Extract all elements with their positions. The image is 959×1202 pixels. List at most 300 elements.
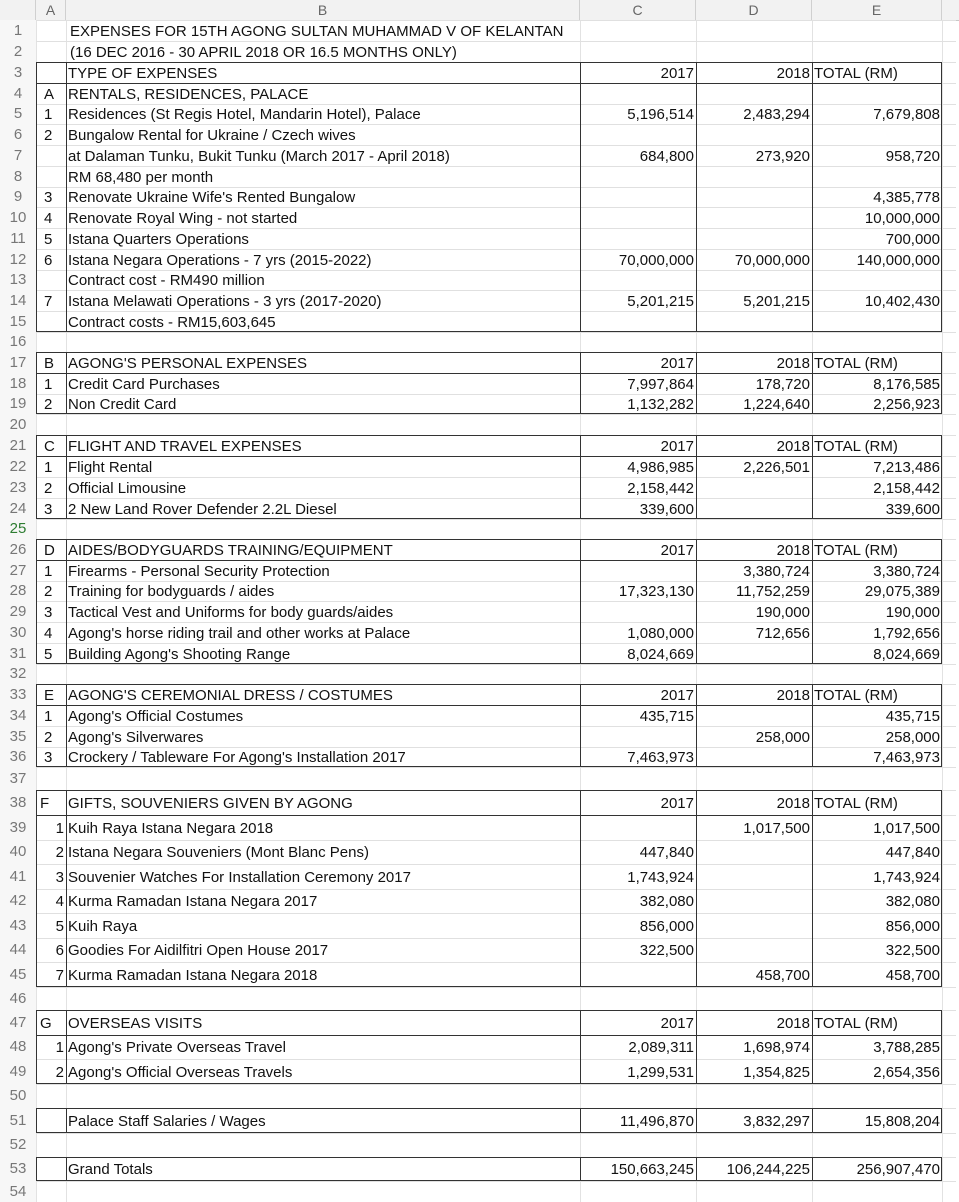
- row-header[interactable]: 39: [0, 815, 36, 840]
- cell-a35[interactable]: 2: [44, 728, 53, 746]
- cell-c21[interactable]: 2017: [660, 437, 694, 455]
- cell-a47[interactable]: G: [40, 1014, 52, 1032]
- cell-b44[interactable]: Goodies For Aidilfitri Open House 2017: [68, 942, 329, 959]
- cell-e18[interactable]: 8,176,585: [873, 375, 940, 393]
- cell-b2[interactable]: (16 DEC 2016 - 30 APRIL 2018 OR 16.5 MONTHS ONLY): [70, 43, 457, 61]
- row-gridline: [36, 1157, 956, 1158]
- cell-e10[interactable]: 10,000,000: [864, 209, 940, 227]
- row-header[interactable]: 32: [0, 664, 36, 684]
- cell-a5[interactable]: 1: [44, 106, 53, 123]
- cell-e17[interactable]: TOTAL (RM): [814, 354, 898, 372]
- cell-e14[interactable]: 10,402,430: [864, 292, 940, 310]
- cell-e19[interactable]: 2,256,923: [873, 396, 940, 413]
- cell-a49[interactable]: 2: [55, 1063, 64, 1081]
- row-header[interactable]: 26: [0, 539, 36, 560]
- cell-a30[interactable]: 4: [44, 624, 53, 642]
- cell-d35[interactable]: 258,000: [755, 728, 810, 746]
- cell-c47[interactable]: 2017: [660, 1014, 694, 1032]
- gridline: [36, 20, 37, 1202]
- cell-e35[interactable]: 258,000: [885, 728, 940, 746]
- cell-e48[interactable]: 3,788,285: [873, 1039, 940, 1056]
- cell-e22[interactable]: 7,213,486: [873, 458, 940, 476]
- cell-e28[interactable]: 29,075,389: [864, 583, 940, 600]
- cell-c44[interactable]: 322,500: [639, 942, 694, 959]
- cell-a18[interactable]: 1: [44, 375, 53, 393]
- row-gridline: [36, 889, 956, 890]
- cell-e38[interactable]: TOTAL (RM): [814, 794, 898, 812]
- cell-c31[interactable]: 8,024,669: [627, 645, 694, 663]
- row-gridline: [36, 790, 956, 791]
- cell-a26[interactable]: D: [44, 541, 55, 559]
- cell-d33[interactable]: 2018: [776, 686, 810, 704]
- cell-c36[interactable]: 7,463,973: [627, 749, 694, 766]
- row-header[interactable]: 25: [0, 519, 36, 539]
- cell-a40[interactable]: 2: [55, 844, 64, 861]
- cell-e53[interactable]: 256,907,470: [856, 1161, 940, 1178]
- cell-b45[interactable]: Kurma Ramadan Istana Negara 2018: [68, 966, 318, 984]
- cell-a44[interactable]: 6: [55, 942, 64, 959]
- select-all-corner[interactable]: [0, 0, 36, 20]
- row-gridline: [36, 1133, 956, 1134]
- row-gridline: [36, 1181, 956, 1182]
- row-header[interactable]: 45: [0, 962, 36, 987]
- cell-e21[interactable]: TOTAL (RM): [814, 437, 898, 455]
- row-gridline: [36, 104, 956, 105]
- table-border: [66, 684, 67, 767]
- cell-d26[interactable]: 2018: [776, 541, 810, 559]
- cell-c26[interactable]: 2017: [660, 541, 694, 559]
- row-header[interactable]: 28: [0, 581, 36, 601]
- row-gridline: [36, 539, 956, 540]
- cell-e29[interactable]: 190,000: [885, 603, 940, 621]
- row-header[interactable]: 15: [0, 311, 36, 332]
- cell-e3[interactable]: TOTAL (RM): [814, 64, 898, 82]
- cell-b38[interactable]: GIFTS, SOUVENIERS GIVEN BY AGONG: [68, 794, 353, 812]
- row-gridline: [36, 622, 956, 623]
- cell-b51[interactable]: Palace Staff Salaries / Wages: [68, 1112, 266, 1130]
- column-header-bar: [0, 0, 959, 21]
- cell-a42[interactable]: 4: [55, 893, 64, 910]
- cell-d27[interactable]: 3,380,724: [743, 562, 810, 580]
- row-gridline: [36, 187, 956, 188]
- row-header[interactable]: 31: [0, 643, 36, 664]
- cell-b27[interactable]: Firearms - Personal Security Protection: [68, 562, 330, 580]
- cell-c53[interactable]: 150,663,245: [610, 1161, 694, 1178]
- cell-c51[interactable]: 11,496,870: [620, 1112, 694, 1130]
- cell-b9[interactable]: Renovate Ukraine Wife's Rented Bungalow: [68, 189, 356, 206]
- row-header[interactable]: 44: [0, 938, 36, 962]
- table-border: [66, 1108, 67, 1133]
- cell-a36[interactable]: 3: [44, 749, 53, 766]
- row-gridline: [36, 664, 956, 665]
- header-underline: [36, 456, 942, 457]
- cell-d3[interactable]: 2018: [776, 64, 810, 82]
- row-header[interactable]: 17: [0, 352, 36, 373]
- cell-b24[interactable]: 2 New Land Rover Defender 2.2L Diesel: [68, 500, 337, 518]
- cell-d49[interactable]: 1,354,825: [743, 1063, 810, 1081]
- cell-a19[interactable]: 2: [44, 396, 53, 413]
- cell-b15[interactable]: Contract costs - RM15,603,645: [68, 313, 276, 331]
- row-gridline: [36, 352, 956, 353]
- cell-b31[interactable]: Building Agong's Shooting Range: [68, 645, 291, 663]
- row-gridline: [36, 20, 956, 21]
- cell-a24[interactable]: 3: [44, 500, 53, 518]
- cell-c7[interactable]: 684,800: [639, 147, 694, 165]
- cell-e26[interactable]: TOTAL (RM): [814, 541, 898, 559]
- cell-b8[interactable]: RM 68,480 per month: [68, 168, 214, 186]
- cell-e39[interactable]: 1,017,500: [873, 819, 940, 837]
- cell-c28[interactable]: 17,323,130: [618, 583, 694, 600]
- table-border: [812, 684, 813, 767]
- cell-a14[interactable]: 7: [44, 292, 53, 310]
- cell-d14[interactable]: 5,201,215: [743, 292, 810, 310]
- table-border: [580, 352, 581, 414]
- cell-b26[interactable]: AIDES/BODYGUARDS TRAINING/EQUIPMENT: [68, 541, 393, 559]
- column-header-b[interactable]: B: [66, 0, 580, 20]
- row-header[interactable]: 12: [0, 249, 36, 270]
- cell-b22[interactable]: Flight Rental: [68, 458, 153, 476]
- cell-b1[interactable]: EXPENSES FOR 15TH AGONG SULTAN MUHAMMAD V OF KELANTAN: [70, 22, 564, 40]
- cell-a17[interactable]: B: [44, 354, 55, 372]
- row-header[interactable]: 33: [0, 684, 36, 705]
- row-gridline: [36, 726, 956, 727]
- row-header[interactable]: 41: [0, 864, 36, 889]
- cell-d38[interactable]: 2018: [776, 794, 810, 812]
- column-header-e[interactable]: E: [812, 0, 942, 20]
- row-gridline: [36, 1108, 956, 1109]
- cell-a34[interactable]: 1: [44, 707, 53, 725]
- row-header[interactable]: 43: [0, 913, 36, 938]
- table-border: [696, 1157, 697, 1181]
- header-underline: [36, 1035, 942, 1036]
- row-header[interactable]: 2: [0, 41, 36, 62]
- cell-a23[interactable]: 2: [44, 479, 53, 497]
- cell-e23[interactable]: 2,158,442: [873, 479, 940, 497]
- cell-d47[interactable]: 2018: [776, 1014, 810, 1032]
- table-border: [696, 62, 697, 332]
- row-gridline: [36, 207, 956, 208]
- cell-a29[interactable]: 3: [44, 603, 53, 621]
- cell-d17[interactable]: 2018: [776, 354, 810, 372]
- row-gridline: [36, 414, 956, 415]
- row-header[interactable]: 40: [0, 840, 36, 864]
- cell-c17[interactable]: 2017: [660, 354, 694, 372]
- row-gridline: [36, 394, 956, 395]
- cell-b21[interactable]: FLIGHT AND TRAVEL EXPENSES: [68, 437, 302, 455]
- cell-e33[interactable]: TOTAL (RM): [814, 686, 898, 704]
- row-header[interactable]: 34: [0, 705, 36, 726]
- cell-e9[interactable]: 4,385,778: [873, 189, 940, 206]
- table-border: [696, 684, 697, 767]
- table-border: [812, 1010, 813, 1084]
- cell-b7[interactable]: at Dalaman Tunku, Bukit Tunku (March 2017 - April 2018): [68, 147, 450, 165]
- row-header[interactable]: 54: [0, 1181, 36, 1202]
- header-underline: [36, 373, 942, 374]
- cell-e44[interactable]: 322,500: [885, 942, 940, 959]
- cell-e30[interactable]: 1,792,656: [873, 624, 940, 642]
- cell-e27[interactable]: 3,380,724: [873, 562, 940, 580]
- cell-a38[interactable]: F: [40, 794, 50, 812]
- cell-a27[interactable]: 1: [44, 562, 53, 580]
- row-header[interactable]: 42: [0, 889, 36, 913]
- cell-b23[interactable]: Official Limousine: [68, 479, 187, 497]
- cell-e11[interactable]: 700,000: [885, 230, 940, 248]
- cell-a9[interactable]: 3: [44, 189, 53, 206]
- row-header[interactable]: 4: [0, 83, 36, 104]
- column-header-a[interactable]: A: [36, 0, 66, 20]
- row-header[interactable]: 27: [0, 560, 36, 581]
- row-header[interactable]: 3: [0, 62, 36, 83]
- cell-d18[interactable]: 178,720: [755, 375, 810, 393]
- row-header[interactable]: 50: [0, 1084, 36, 1108]
- row-gridline: [36, 519, 956, 520]
- row-header[interactable]: 23: [0, 477, 36, 498]
- table-border: [580, 790, 581, 987]
- row-header[interactable]: 37: [0, 767, 36, 790]
- cell-c23[interactable]: 2,158,442: [627, 479, 694, 497]
- cell-b13[interactable]: Contract cost - RM490 million: [68, 272, 265, 289]
- row-header[interactable]: 22: [0, 456, 36, 477]
- row-header[interactable]: 5: [0, 104, 36, 124]
- row-gridline: [36, 124, 956, 125]
- row-header[interactable]: 52: [0, 1133, 36, 1157]
- row-header[interactable]: 8: [0, 166, 36, 187]
- cell-d30[interactable]: 712,656: [755, 624, 810, 642]
- row-gridline: [36, 435, 956, 436]
- row-header[interactable]: 46: [0, 987, 36, 1010]
- row-header[interactable]: 7: [0, 145, 36, 166]
- header-underline: [36, 815, 942, 816]
- table-border: [580, 539, 581, 664]
- cell-e5[interactable]: 7,679,808: [873, 106, 940, 123]
- cell-e40[interactable]: 447,840: [885, 844, 940, 861]
- cell-b11[interactable]: Istana Quarters Operations: [68, 230, 249, 248]
- cell-a10[interactable]: 4: [44, 209, 53, 227]
- row-header[interactable]: 18: [0, 373, 36, 394]
- cell-c14[interactable]: 5,201,215: [627, 292, 694, 310]
- cell-b48[interactable]: Agong's Private Overseas Travel: [68, 1039, 286, 1056]
- row-gridline: [36, 1084, 956, 1085]
- table-border: [66, 352, 67, 414]
- cell-b47[interactable]: OVERSEAS VISITS: [68, 1014, 203, 1032]
- cell-a33[interactable]: E: [44, 686, 55, 704]
- row-gridline: [36, 290, 956, 291]
- row-header[interactable]: 16: [0, 332, 36, 352]
- cell-a4[interactable]: A: [44, 85, 55, 103]
- row-header[interactable]: 30: [0, 622, 36, 643]
- cell-d12[interactable]: 70,000,000: [734, 251, 810, 269]
- row-gridline: [36, 249, 956, 250]
- row-gridline: [36, 938, 956, 939]
- cell-c18[interactable]: 7,997,864: [627, 375, 694, 393]
- row-gridline: [36, 62, 956, 63]
- cell-c19[interactable]: 1,132,282: [627, 396, 694, 413]
- cell-a48[interactable]: 1: [55, 1039, 64, 1056]
- cell-c12[interactable]: 70,000,000: [618, 251, 694, 269]
- cell-b41[interactable]: Souvenier Watches For Installation Ceremony 2017: [68, 868, 411, 886]
- cell-b33[interactable]: AGONG'S CEREMONIAL DRESS / COSTUMES: [68, 686, 393, 704]
- cell-b35[interactable]: Agong's Silverwares: [68, 728, 204, 746]
- cell-b34[interactable]: Agong's Official Costumes: [68, 707, 244, 725]
- cell-c30[interactable]: 1,080,000: [627, 624, 694, 642]
- cell-e41[interactable]: 1,743,924: [873, 868, 940, 886]
- row-header[interactable]: 24: [0, 498, 36, 519]
- cell-d29[interactable]: 190,000: [755, 603, 810, 621]
- cell-b10[interactable]: Renovate Royal Wing - not started: [68, 209, 298, 227]
- row-header[interactable]: 53: [0, 1157, 36, 1181]
- cell-b17[interactable]: AGONG'S PERSONAL EXPENSES: [68, 354, 308, 372]
- cell-e49[interactable]: 2,654,356: [873, 1063, 940, 1081]
- cell-b6[interactable]: Bungalow Rental for Ukraine / Czech wives: [68, 126, 356, 144]
- cell-b39[interactable]: Kuih Raya Istana Negara 2018: [68, 819, 274, 837]
- cell-d21[interactable]: 2018: [776, 437, 810, 455]
- row-header[interactable]: 20: [0, 414, 36, 435]
- cell-a11[interactable]: 5: [44, 230, 53, 248]
- row-header[interactable]: 10: [0, 207, 36, 228]
- cell-a12[interactable]: 6: [44, 251, 53, 269]
- table-border: [696, 539, 697, 664]
- row-gridline: [36, 145, 956, 146]
- cell-e7[interactable]: 958,720: [885, 147, 940, 165]
- cell-b42[interactable]: Kurma Ramadan Istana Negara 2017: [68, 893, 318, 910]
- row-gridline: [36, 840, 956, 841]
- cell-d5[interactable]: 2,483,294: [743, 106, 810, 123]
- cell-b14[interactable]: Istana Melawati Operations - 3 yrs (2017-2020): [68, 292, 382, 310]
- cell-b40[interactable]: Istana Negara Souveniers (Mont Blanc Pens): [68, 844, 369, 861]
- cell-e42[interactable]: 382,080: [885, 893, 940, 910]
- cell-d19[interactable]: 1,224,640: [743, 396, 810, 413]
- row-header[interactable]: 9: [0, 187, 36, 207]
- row-header[interactable]: 48: [0, 1035, 36, 1059]
- row-header[interactable]: 51: [0, 1108, 36, 1133]
- table-border: [66, 1157, 67, 1181]
- cell-b29[interactable]: Tactical Vest and Uniforms for body guards/aides: [68, 603, 394, 621]
- cell-d28[interactable]: 11,752,259: [736, 583, 810, 600]
- cell-a39[interactable]: 1: [55, 819, 64, 837]
- cell-d48[interactable]: 1,698,974: [743, 1039, 810, 1056]
- cell-c49[interactable]: 1,299,531: [627, 1063, 694, 1081]
- row-header[interactable]: 1: [0, 20, 36, 41]
- row-header[interactable]: 47: [0, 1010, 36, 1035]
- cell-e47[interactable]: TOTAL (RM): [814, 1014, 898, 1032]
- cell-b4[interactable]: RENTALS, RESIDENCES, PALACE: [68, 85, 309, 103]
- row-gridline: [36, 1010, 956, 1011]
- cell-b30[interactable]: Agong's horse riding trail and other works at Palace: [68, 624, 411, 642]
- row-header[interactable]: 13: [0, 270, 36, 290]
- cell-b28[interactable]: Training for bodyguards / aides: [68, 583, 275, 600]
- cell-d7[interactable]: 273,920: [755, 147, 810, 165]
- cell-c34[interactable]: 435,715: [639, 707, 694, 725]
- cell-e43[interactable]: 856,000: [885, 917, 940, 935]
- cell-a43[interactable]: 5: [55, 917, 64, 935]
- cell-d45[interactable]: 458,700: [755, 966, 810, 984]
- table-border: [696, 352, 697, 414]
- cell-c22[interactable]: 4,986,985: [627, 458, 694, 476]
- row-gridline: [36, 166, 956, 167]
- cell-d51[interactable]: 3,832,297: [743, 1112, 810, 1130]
- row-gridline: [36, 311, 956, 312]
- row-header[interactable]: 38: [0, 790, 36, 815]
- cell-a41[interactable]: 3: [55, 868, 64, 886]
- table-border: [66, 435, 67, 519]
- cell-e36[interactable]: 7,463,973: [873, 749, 940, 766]
- column-header-d[interactable]: D: [696, 0, 812, 20]
- cell-b18[interactable]: Credit Card Purchases: [68, 375, 220, 393]
- table-border: [812, 1108, 813, 1133]
- cell-d53[interactable]: 106,244,225: [726, 1161, 810, 1178]
- cell-e31[interactable]: 8,024,669: [873, 645, 940, 663]
- cell-b43[interactable]: Kuih Raya: [68, 917, 138, 935]
- table-border: [696, 1108, 697, 1133]
- table-border: [812, 352, 813, 414]
- cell-c43[interactable]: 856,000: [639, 917, 694, 935]
- table-border: [580, 62, 581, 332]
- row-header[interactable]: 14: [0, 290, 36, 311]
- cell-a45[interactable]: 7: [55, 966, 64, 984]
- table-border: [580, 1157, 581, 1181]
- cell-b53[interactable]: Grand Totals: [68, 1161, 153, 1178]
- row-gridline: [36, 987, 956, 988]
- cell-c41[interactable]: 1,743,924: [627, 868, 694, 886]
- cell-c5[interactable]: 5,196,514: [627, 106, 694, 123]
- cell-e51[interactable]: 15,808,204: [864, 1112, 940, 1130]
- cell-c33[interactable]: 2017: [660, 686, 694, 704]
- row-header[interactable]: 21: [0, 435, 36, 456]
- cell-d39[interactable]: 1,017,500: [743, 819, 810, 837]
- row-gridline: [36, 864, 956, 865]
- row-header[interactable]: 19: [0, 394, 36, 414]
- cell-c48[interactable]: 2,089,311: [628, 1039, 694, 1056]
- row-header[interactable]: 49: [0, 1059, 36, 1084]
- cell-e12[interactable]: 140,000,000: [856, 251, 940, 269]
- cell-c40[interactable]: 447,840: [639, 844, 694, 861]
- cell-c24[interactable]: 339,600: [639, 500, 694, 518]
- table-border: [66, 790, 67, 987]
- row-header[interactable]: 29: [0, 601, 36, 622]
- row-gridline: [36, 581, 956, 582]
- row-header[interactable]: 36: [0, 747, 36, 767]
- cell-b36[interactable]: Crockery / Tableware For Agong's Installation 2017: [68, 749, 406, 766]
- row-gridline: [36, 684, 956, 685]
- row-header[interactable]: 6: [0, 124, 36, 145]
- row-header[interactable]: 35: [0, 726, 36, 747]
- cell-e34[interactable]: 435,715: [885, 707, 940, 725]
- table-border: [812, 539, 813, 664]
- row-gridline: [36, 228, 956, 229]
- row-header[interactable]: 11: [0, 228, 36, 249]
- row-gridline: [36, 643, 956, 644]
- cell-b5[interactable]: Residences (St Regis Hotel, Mandarin Hotel), Palace: [68, 106, 421, 123]
- cell-b3[interactable]: TYPE OF EXPENSES: [68, 64, 218, 82]
- cell-b19[interactable]: Non Credit Card: [68, 396, 177, 413]
- cell-c3[interactable]: 2017: [660, 64, 694, 82]
- column-header-c[interactable]: C: [580, 0, 696, 20]
- cell-c38[interactable]: 2017: [660, 794, 694, 812]
- cell-a28[interactable]: 2: [44, 583, 53, 600]
- row-gridline: [36, 767, 956, 768]
- cell-a21[interactable]: C: [44, 437, 55, 455]
- cell-a6[interactable]: 2: [44, 126, 53, 144]
- cell-a22[interactable]: 1: [44, 458, 53, 476]
- cell-e24[interactable]: 339,600: [885, 500, 940, 518]
- cell-b12[interactable]: Istana Negara Operations - 7 yrs (2015-2022): [68, 251, 372, 269]
- table-border: [66, 62, 67, 332]
- cell-b49[interactable]: Agong's Official Overseas Travels: [68, 1063, 293, 1081]
- cell-c42[interactable]: 382,080: [639, 893, 694, 910]
- cell-e45[interactable]: 458,700: [885, 966, 940, 984]
- cell-d22[interactable]: 2,226,501: [743, 458, 810, 476]
- cell-a31[interactable]: 5: [44, 645, 53, 663]
